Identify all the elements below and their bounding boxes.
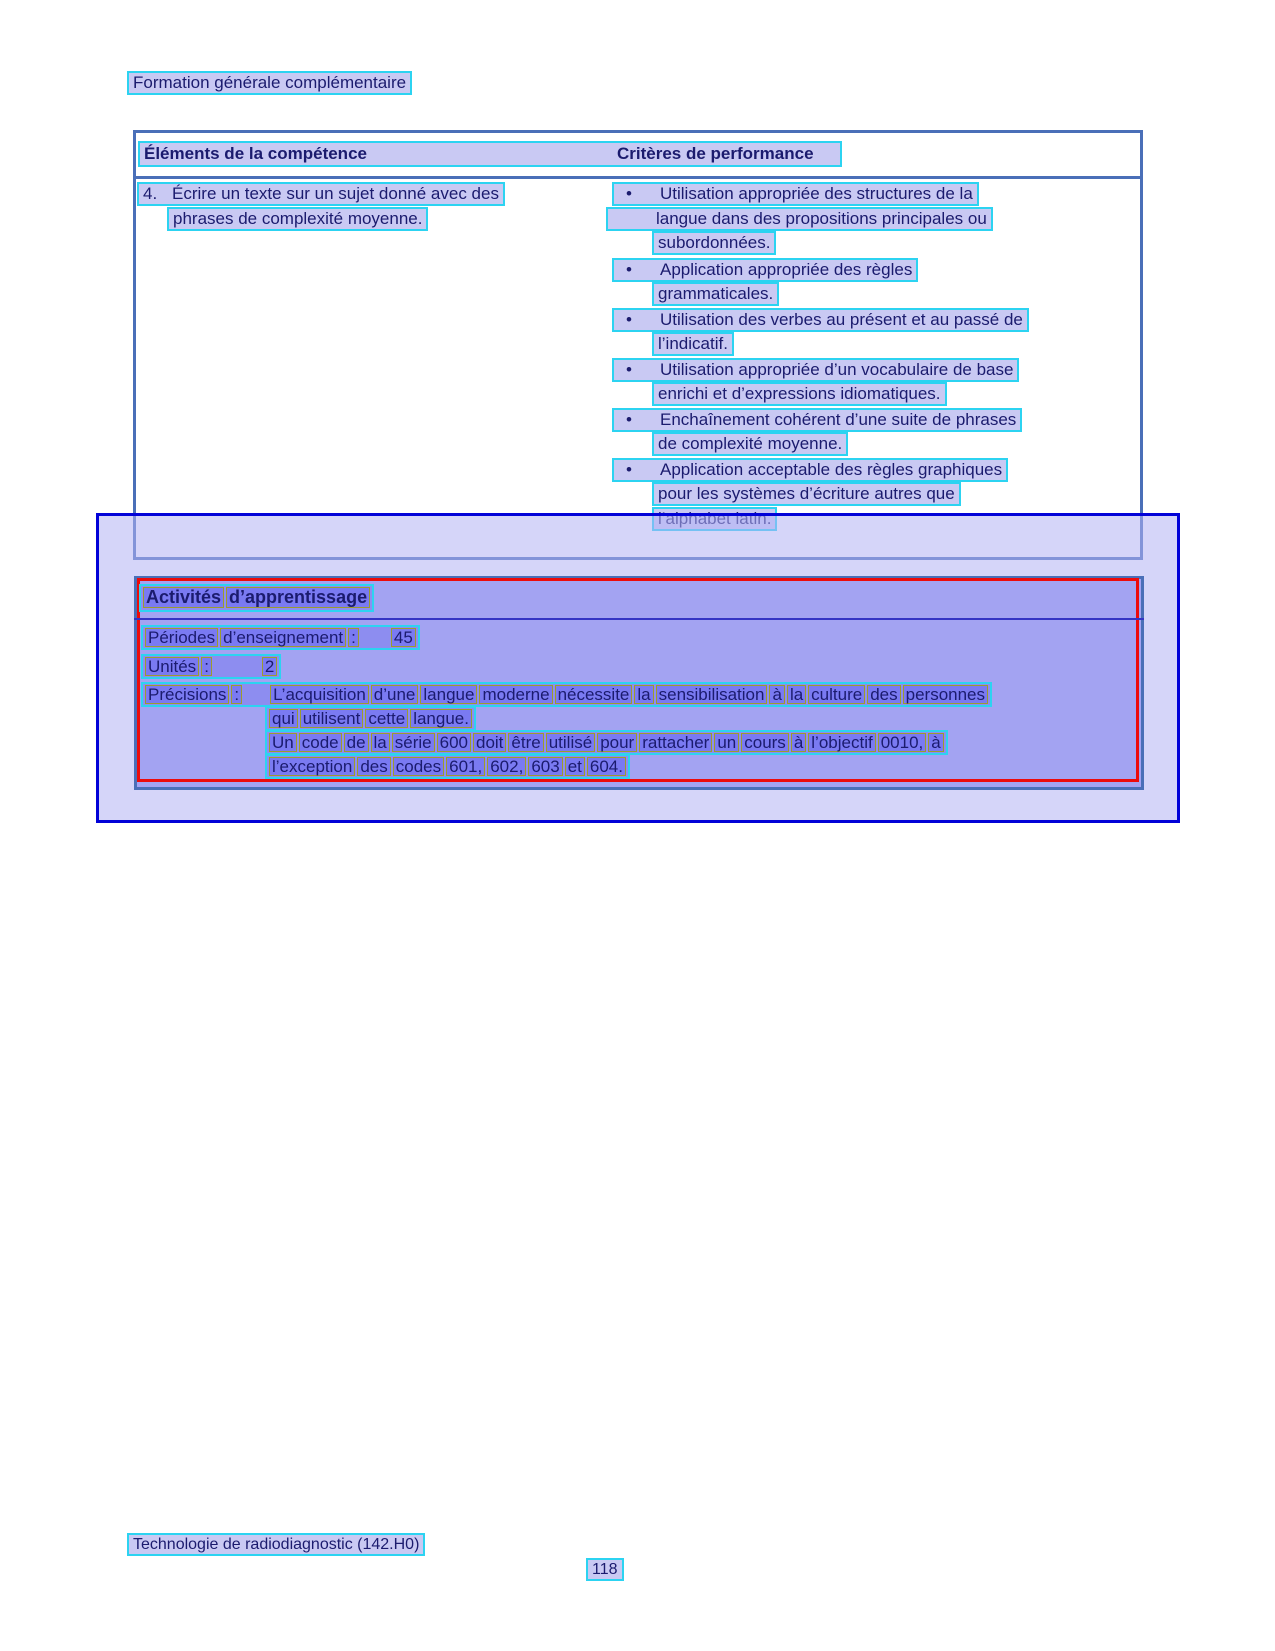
criterion-line [652, 282, 779, 306]
word-box: 602, [487, 757, 526, 776]
word-box: cette [365, 709, 408, 728]
word-box: 603 [528, 757, 562, 776]
word-box: : [231, 685, 242, 704]
criterion-line [612, 408, 1022, 432]
word-box: 45 [391, 628, 416, 647]
criterion-text: Utilisation des verbes au présent et au passé de [660, 310, 1023, 329]
criterion-text: Enchaînement cohérent d’une suite de phrases [660, 410, 1017, 429]
word-box: Un [269, 733, 297, 752]
element-number: 4. [143, 184, 158, 203]
page-header [127, 71, 412, 95]
word-box: série [392, 733, 435, 752]
header-separator [133, 176, 1143, 179]
precisions-row-continuation [265, 730, 948, 755]
periodes-value [390, 628, 417, 647]
word-box: qui [269, 709, 298, 728]
word-box: moderne [479, 685, 552, 704]
word-box: : [201, 657, 212, 676]
precisions-row-continuation [265, 754, 630, 779]
word-box: langue. [410, 709, 472, 728]
element-text: Écrire un texte sur un sujet donné avec des [172, 184, 499, 203]
word-box: culture [808, 685, 865, 704]
criterion-text: Application appropriée des règles [660, 260, 913, 279]
word-box: codes [393, 757, 444, 776]
page-footer [127, 1533, 425, 1556]
criterion-text: subordonnées. [658, 233, 771, 252]
word-box: la [787, 685, 806, 704]
word-box: personnes [903, 685, 988, 704]
unites-row [141, 654, 281, 679]
criterion-line [652, 332, 734, 356]
word-box: pour [597, 733, 637, 752]
word-box: à [928, 733, 943, 752]
word-box: cours [741, 733, 789, 752]
word-box: Précisions [145, 685, 229, 704]
periodes-label [144, 628, 360, 647]
word-box: : [348, 628, 359, 647]
precisions-text-line [268, 757, 627, 776]
word-box: doit [473, 733, 506, 752]
word-box: d’une [371, 685, 419, 704]
criterion-line [652, 382, 947, 406]
word-box: des [867, 685, 900, 704]
word-box: la [371, 733, 390, 752]
word-box: d’apprentissage [226, 587, 370, 608]
word-box: à [791, 733, 806, 752]
criterion-line [612, 458, 1008, 482]
element-line [137, 182, 505, 206]
word-box: L’acquisition [270, 685, 369, 704]
page-number [586, 1558, 624, 1581]
criterion-line [612, 358, 1019, 382]
word-box: à [769, 685, 784, 704]
criterion-line [612, 258, 918, 282]
competence-table [133, 130, 1143, 560]
word-box: 604. [587, 757, 626, 776]
word-box: nécessite [555, 685, 633, 704]
criterion-text: l’indicatif. [658, 334, 728, 353]
bullet-icon: • [626, 460, 632, 479]
word-box: Périodes [145, 628, 218, 647]
word-box: de [344, 733, 369, 752]
precisions-row [141, 682, 992, 707]
precisions-text-line [268, 733, 945, 752]
col-header-elements: Éléments de la compétence [144, 144, 367, 163]
word-box: code [299, 733, 342, 752]
criterion-line [652, 231, 776, 255]
word-box: être [508, 733, 543, 752]
word-box: l’exception [269, 757, 355, 776]
criterion-text: Utilisation appropriée des structures de la [660, 184, 973, 203]
element-text: phrases de complexité moyenne. [173, 209, 423, 228]
criterion-line [612, 308, 1029, 332]
word-box: sensibilisation [656, 685, 768, 704]
criterion-text: de complexité moyenne. [658, 434, 843, 453]
criterion-text: Utilisation appropriée d’un vocabulaire de base [660, 360, 1014, 379]
table-header-bar [138, 141, 842, 167]
word-box: utilisé [546, 733, 595, 752]
bullet-icon: • [626, 260, 632, 279]
criterion-text: grammaticales. [658, 284, 774, 303]
unites-value [261, 657, 278, 676]
word-box: et [565, 757, 585, 776]
criterion-line [606, 207, 993, 231]
bullet-icon: • [626, 184, 632, 203]
criterion-line [612, 182, 979, 206]
word-box: utilisent [300, 709, 364, 728]
element-line [167, 207, 428, 231]
word-box: Unités [145, 657, 199, 676]
word-box: un [714, 733, 739, 752]
activities-title-separator [134, 618, 1144, 620]
page-header-text: Formation générale complémentaire [133, 73, 407, 92]
word-box: d’enseignement [220, 628, 346, 647]
bullet-icon: • [626, 310, 632, 329]
activities-title [139, 584, 374, 612]
word-box: langue [420, 685, 477, 704]
criterion-text: Application acceptable des règles graphiques [660, 460, 1003, 479]
word-box: 0010, [878, 733, 927, 752]
word-box: la [634, 685, 653, 704]
criterion-line [652, 482, 961, 506]
word-box: Activités [143, 587, 224, 608]
col-header-criteres: Critères de performance [617, 144, 814, 163]
unites-label [144, 657, 213, 676]
bullet-icon: • [626, 410, 632, 429]
precisions-text-line [269, 685, 989, 704]
page-footer-text: Technologie de radiodiagnostic (142.H0) [133, 1536, 420, 1553]
word-box: des [357, 757, 390, 776]
precisions-text-line [268, 709, 473, 728]
criterion-text: langue dans des propositions principales ou [656, 209, 987, 228]
criterion-line [652, 432, 848, 456]
page-number-text: 118 [592, 1561, 618, 1578]
criterion-text: enrichi et d’expressions idiomatiques. [658, 384, 941, 403]
bullet-icon: • [626, 360, 632, 379]
word-box: 601, [446, 757, 485, 776]
word-box: 2 [262, 657, 277, 676]
word-box: 600 [437, 733, 471, 752]
word-box: rattacher [639, 733, 712, 752]
precisions-label [144, 685, 243, 704]
criterion-text: pour les systèmes d’écriture autres que [658, 484, 955, 503]
periodes-row [141, 625, 420, 650]
precisions-row-continuation [265, 706, 476, 731]
word-box: l’objectif [808, 733, 875, 752]
activities-table [134, 576, 1144, 790]
